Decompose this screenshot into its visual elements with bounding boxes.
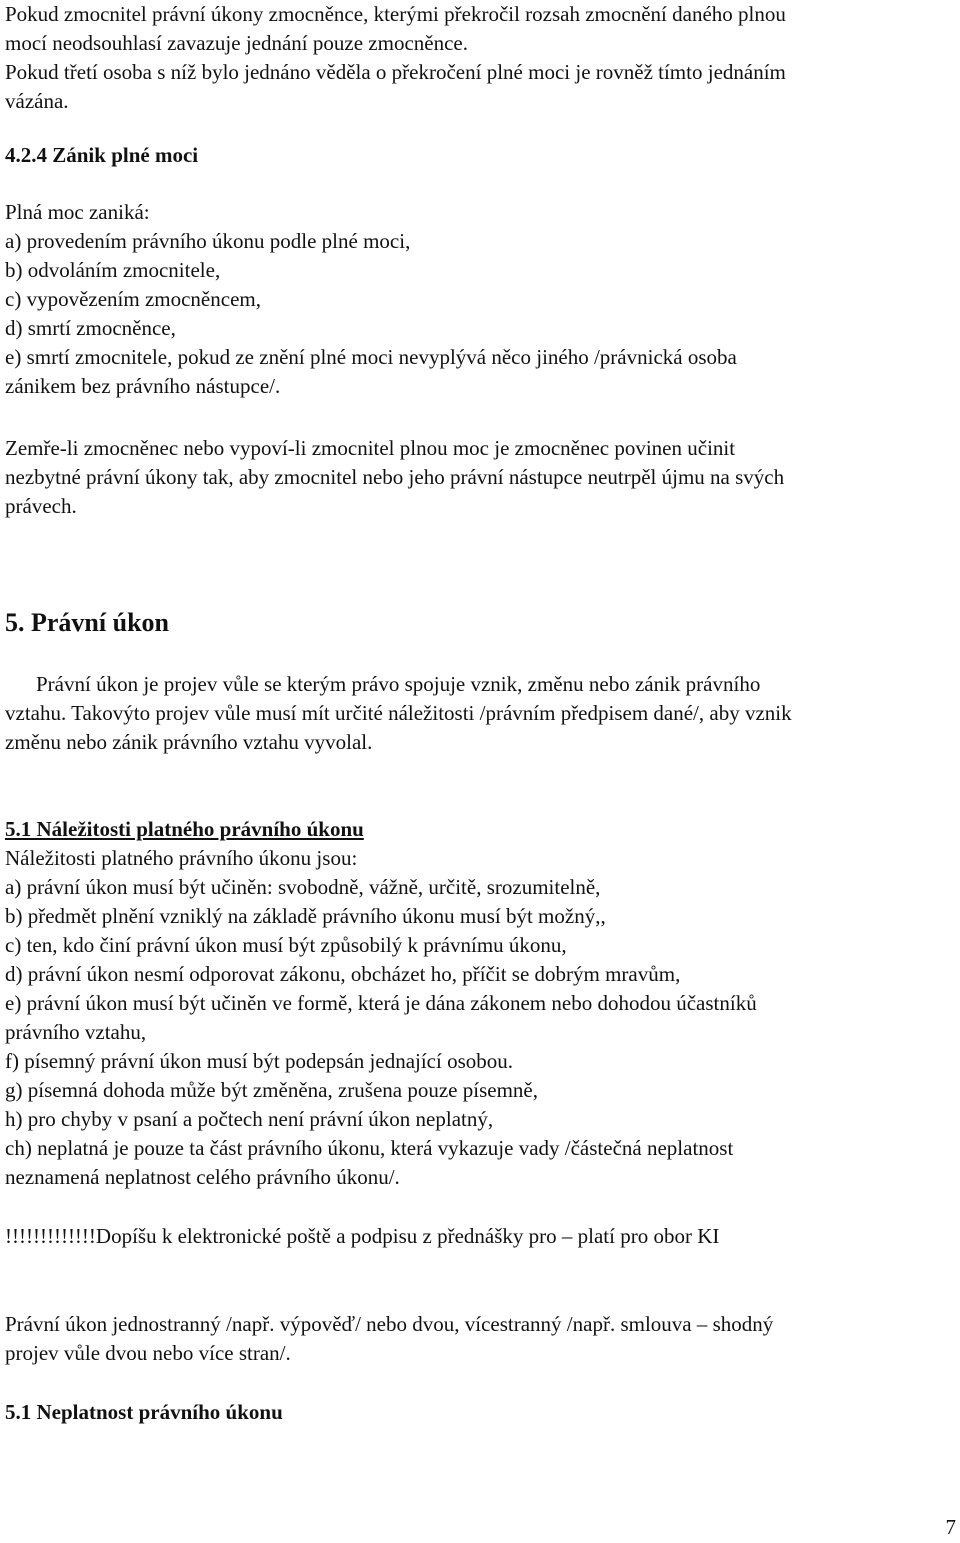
section-4-2-4-heading: 4.2.4 Zánik plné moci bbox=[5, 143, 199, 167]
section-4-2-4-list bbox=[5, 198, 737, 401]
list-item: a) právní úkon musí být učiněn: svobodně, vážně, určitě, srozumitelně, bbox=[5, 875, 601, 899]
section-5-1-list bbox=[5, 844, 757, 1192]
list-item: e) smrtí zmocnitele, pokud ze znění plné moci nevyplývá něco jiného /právnická osoba bbox=[5, 345, 737, 369]
list-lead: Plná moc zaniká: bbox=[5, 200, 150, 224]
list-item: c) vypovězením zmocněncem, bbox=[5, 287, 261, 311]
section-5-heading: 5. Právní úkon bbox=[5, 608, 169, 637]
text-line: Zemře-li zmocněnec nebo vypoví-li zmocnitel plnou moc je zmocněnec povinen učinit bbox=[5, 436, 736, 460]
text-line: vztahu. Takovýto projev vůle musí mít určité náležitosti /právním předpisem dané/, aby vznik bbox=[5, 701, 792, 725]
section-5-paragraph bbox=[5, 670, 792, 757]
list-item: b) předmět plnění vzniklý na základě právního úkonu musí být možný,, bbox=[5, 904, 606, 928]
list-item: c) ten, kdo činí právní úkon musí být způsobilý k právnímu úkonu, bbox=[5, 933, 567, 957]
list-item: právního vztahu, bbox=[5, 1020, 147, 1044]
section-5-1-heading: 5.1 Náležitosti platného právního úkonu bbox=[5, 817, 364, 841]
list-item: zánikem bez právního nástupce/. bbox=[5, 374, 281, 398]
list-item: a) provedením právního úkonu podle plné moci, bbox=[5, 229, 411, 253]
text-line: Právní úkon je projev vůle se kterým právo spojuje vznik, změnu nebo zánik právního bbox=[36, 672, 761, 696]
list-item: e) právní úkon musí být učiněn ve formě, která je dána zákonem nebo dohodou účastníků bbox=[5, 991, 757, 1015]
text-line: nezbytné právní úkony tak, aby zmocnitel nebo jeho právní nástupce neutrpěl újmu na svých bbox=[5, 465, 785, 489]
text-line: projev vůle dvou nebo více stran/. bbox=[5, 1341, 291, 1365]
text-line: Pokud zmocnitel právní úkony zmocněnce, kterými překročil rozsah zmocnění daného plnou bbox=[5, 2, 786, 26]
text-line: Pokud třetí osoba s níž bylo jednáno věděla o překročení plné moci je rovněž tímto jednáním bbox=[5, 60, 786, 84]
text-line: Právní úkon jednostranný /např. výpověď/ nebo dvou, vícestranný /např. smlouva – shodný bbox=[5, 1312, 774, 1336]
section-5-1-paragraph bbox=[5, 1310, 773, 1368]
section-5-1b-heading: 5.1 Neplatnost právního úkonu bbox=[5, 1400, 283, 1424]
list-item: d) smrtí zmocněnce, bbox=[5, 316, 176, 340]
list-item: f) písemný právní úkon musí být podepsán jednající osobou. bbox=[5, 1049, 514, 1073]
list-item: b) odvoláním zmocnitele, bbox=[5, 258, 221, 282]
text-line: mocí neodsouhlasí zavazuje jednání pouze zmocněnce. bbox=[5, 31, 468, 55]
list-item: h) pro chyby v psaní a počtech není právní úkon neplatný, bbox=[5, 1107, 494, 1131]
list-item: neznamená neplatnost celého právního úkonu/. bbox=[5, 1165, 400, 1189]
author-note: !!!!!!!!!!!!!Dopíšu k elektronické poště a podpisu z přednášky pro – platí pro obor KI bbox=[5, 1224, 720, 1248]
text-line: změnu nebo zánik právního vztahu vyvolal. bbox=[5, 730, 373, 754]
list-item: g) písemná dohoda může být změněna, zrušena pouze písemně, bbox=[5, 1078, 538, 1102]
list-item: ch) neplatná je pouze ta část právního úkonu, která vykazuje vady /částečná neplatnost bbox=[5, 1136, 734, 1160]
list-lead: Náležitosti platného právního úkonu jsou: bbox=[5, 846, 358, 870]
text-line: vázána. bbox=[5, 89, 69, 113]
page-number: 7 bbox=[945, 1515, 956, 1539]
intro-paragraph bbox=[5, 0, 786, 116]
text-line: právech. bbox=[5, 494, 77, 518]
section-4-2-4-paragraph bbox=[5, 434, 784, 521]
list-item: d) právní úkon nesmí odporovat zákonu, obcházet ho, příčit se dobrým mravům, bbox=[5, 962, 681, 986]
